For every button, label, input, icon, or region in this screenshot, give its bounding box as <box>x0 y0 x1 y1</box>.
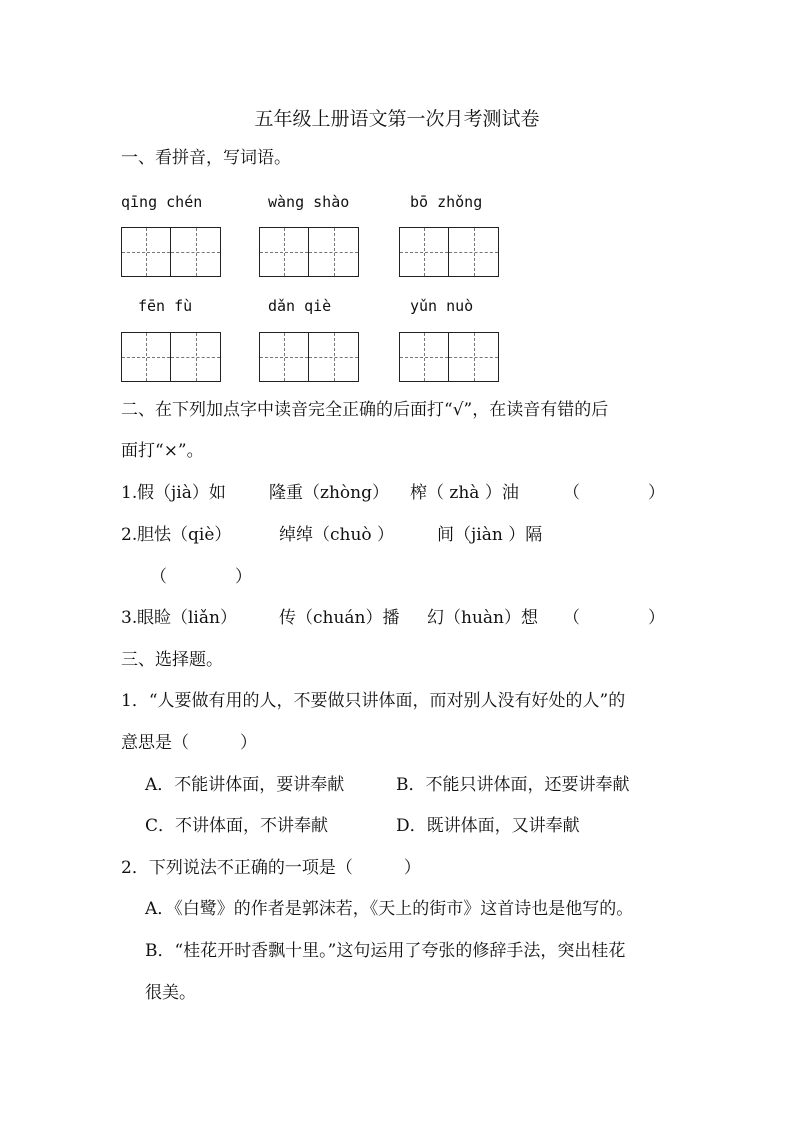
pinyin-3: bō zhǒng <box>410 193 483 211</box>
pinyin-2: wàng shào <box>268 193 350 211</box>
q2-option-b-line2: 很美。 <box>145 983 196 1003</box>
word-item: 绰绰（chuò ） <box>279 525 395 545</box>
option-a[interactable]: A．不能讲体面，要讲奉献 <box>145 775 345 795</box>
q2-option-b-line1[interactable]: B．“桂花开时香飘十里。”这句运用了夸张的修辞手法，突出桂花 <box>145 941 626 961</box>
row-number: 2. <box>121 525 138 545</box>
answer-parentheses[interactable]: （ ） <box>150 567 252 587</box>
question-1-line2: 意思是（ ） <box>121 733 257 753</box>
row-number: 1. <box>121 483 138 503</box>
q2-option-a[interactable]: A．《白鹭》的作者是郭沫若，《天上的街市》这首诗也是他写的。 <box>145 899 634 919</box>
writing-grid-1[interactable] <box>121 227 221 277</box>
writing-grid-6[interactable] <box>399 332 499 382</box>
question-1-line1: 1．“人要做有用的人，不要做只讲体面，而对别人没有好处的人”的 <box>121 691 626 711</box>
option-d[interactable]: D．既讲体面，又讲奉献 <box>396 816 580 836</box>
word-item: 传（chuán）播 <box>279 608 400 628</box>
writing-grid-2[interactable] <box>259 227 359 277</box>
writing-grid-3[interactable] <box>399 227 499 277</box>
pinyin-4: fēn fù <box>138 297 193 315</box>
answer-parentheses[interactable]: （ ） <box>563 608 665 628</box>
option-c[interactable]: C．不讲体面，不讲奉献 <box>145 816 329 836</box>
word-item: 假（jià）如 <box>137 483 226 503</box>
section2-heading-line2: 面打“×”。 <box>121 441 204 461</box>
pinyin-1: qīng chén <box>121 193 203 211</box>
word-item: 幻（huàn）想 <box>427 608 538 628</box>
section3-heading: 三、选择题。 <box>121 650 223 670</box>
section1-heading: 一、看拼音，写词语。 <box>121 148 291 168</box>
pinyin-6: yǔn nuò <box>410 297 474 315</box>
answer-parentheses[interactable]: （ ） <box>563 483 665 503</box>
pinyin-5: dǎn qiè <box>268 297 332 315</box>
writing-grid-4[interactable] <box>121 332 221 382</box>
option-b[interactable]: B．不能只讲体面，还要讲奉献 <box>396 775 630 795</box>
word-item: 胆怯（qiè） <box>137 525 232 545</box>
word-item: 隆重（zhòng） <box>269 483 389 503</box>
word-item: 榨（ zhà ）油 <box>410 483 519 503</box>
row-number: 3. <box>121 608 138 628</box>
word-item: 眼睑（liǎn） <box>137 608 237 628</box>
writing-grid-5[interactable] <box>259 332 359 382</box>
section2-heading-line1: 二、在下列加点字中读音完全正确的后面打“√”，在读音有错的后 <box>121 400 609 420</box>
word-item: 间（jiàn ）隔 <box>437 525 543 545</box>
question-2: 2．下列说法不正确的一项是（ ） <box>121 858 421 878</box>
page-title: 五年级上册语文第一次月考测试卷 <box>254 108 540 130</box>
